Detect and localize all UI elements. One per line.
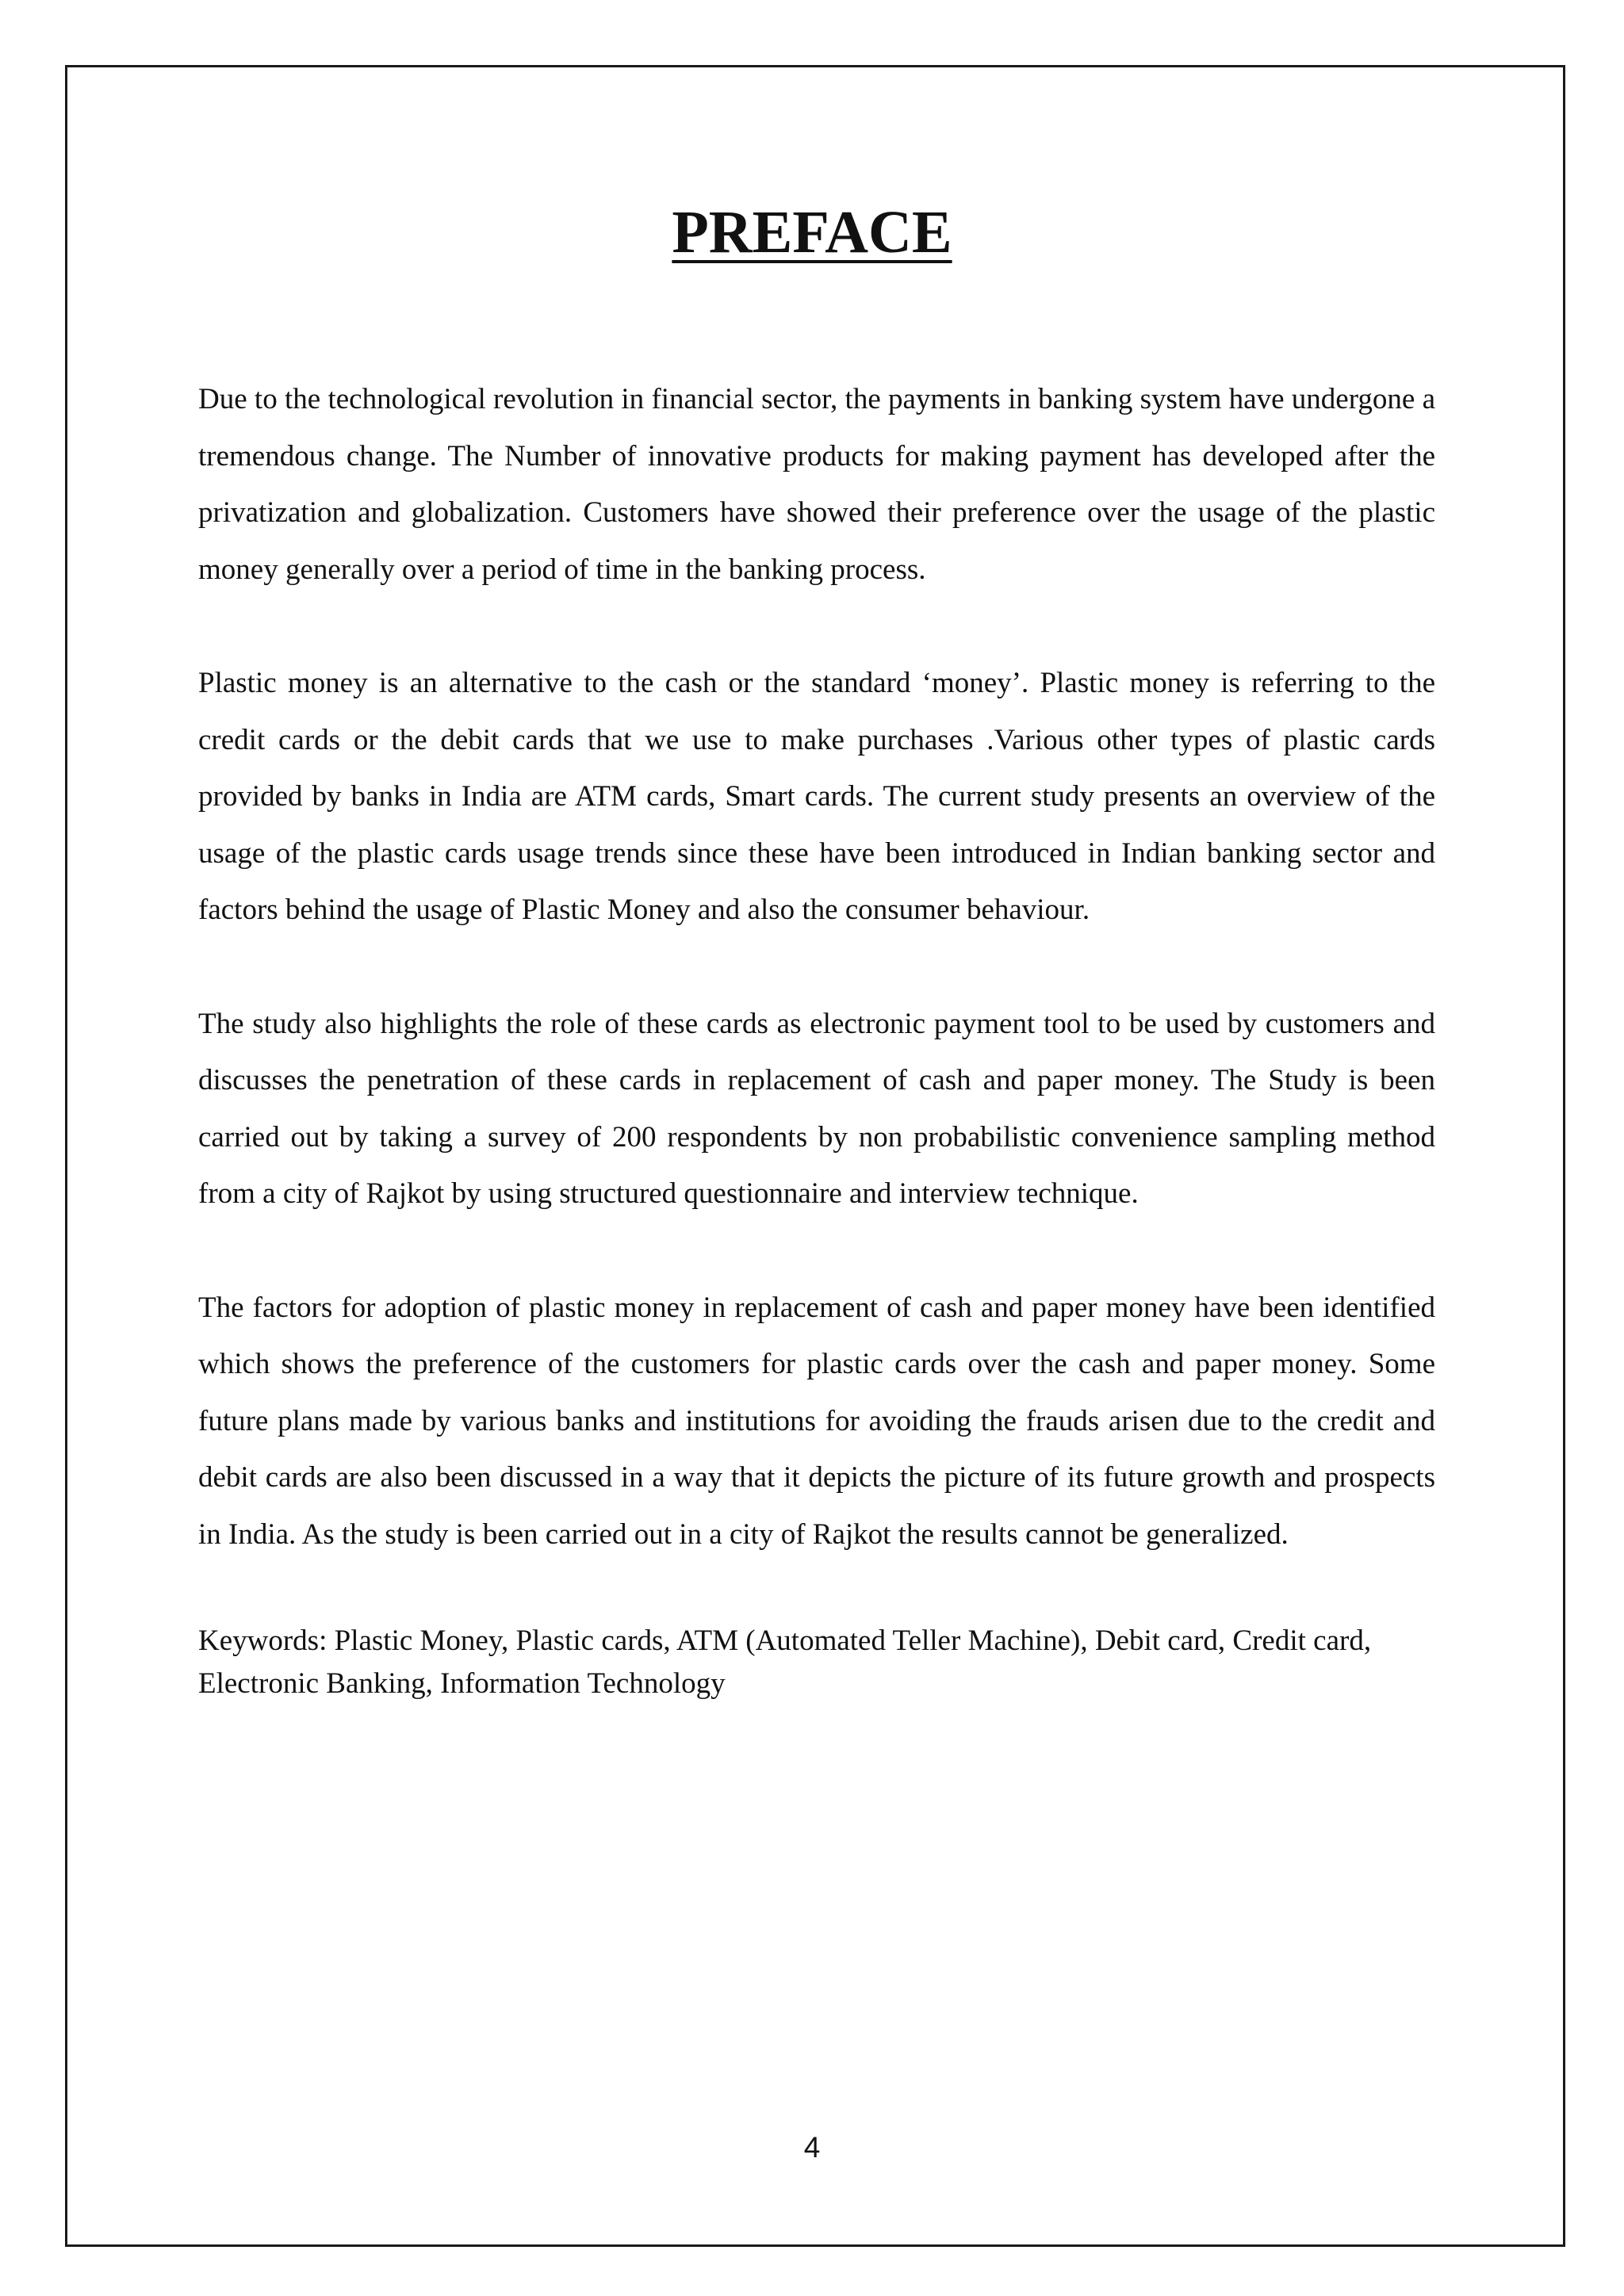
preface-body	[198, 371, 1435, 1705]
page-title-text: PREFACE	[672, 199, 952, 266]
keywords-line: Keywords: Plastic Money, Plastic cards, ATM (Automated Teller Machine), Debit card, Credit card, Electronic Banking, Information Technology	[198, 1624, 1372, 1700]
paragraph-4: The factors for adoption of plastic money in replacement of cash and paper money have been identified which shows the preference of the customers for plastic cards over the cash and paper money. Some future plans made by various banks and institutions for avoiding the frauds arisen due to the credit and debit cards are also been discussed in a way that it depicts the picture of its future growth and prospects in India. As the study is been carried out in a city of Rajkot the results cannot be generalized.	[198, 1291, 1435, 1551]
paragraph-1: Due to the technological revolution in financial sector, the payments in banking system have undergone a tremendous change. The Number of innovative products for making payment has developed after the privatization and globalization. Customers have showed their preference over the usage of the plastic money generally over a period of time in the banking process.	[198, 383, 1435, 586]
page-title	[0, 199, 1624, 266]
paragraph-3: The study also highlights the role of these cards as electronic payment tool to be used by customers and discusses the penetration of these cards in replacement of cash and paper money. The Study is been carried out by taking a survey of 200 respondents by non probabilistic convenience sampling method from a city of Rajkot by using structured questionnaire and interview technique.	[198, 1007, 1435, 1210]
page-number: 4	[803, 2131, 821, 2164]
paragraph-2: Plastic money is an alternative to the cash or the standard ‘money’. Plastic money is referring to the credit cards or the debit cards that we use to make purchases .Various other types of plastic cards provided by banks in India are ATM cards, Smart cards. The current study presents an overview of the usage of the plastic cards usage trends since these have been introduced in Indian banking sector and factors behind the usage of Plastic Money and also the consumer behaviour.	[198, 667, 1435, 926]
